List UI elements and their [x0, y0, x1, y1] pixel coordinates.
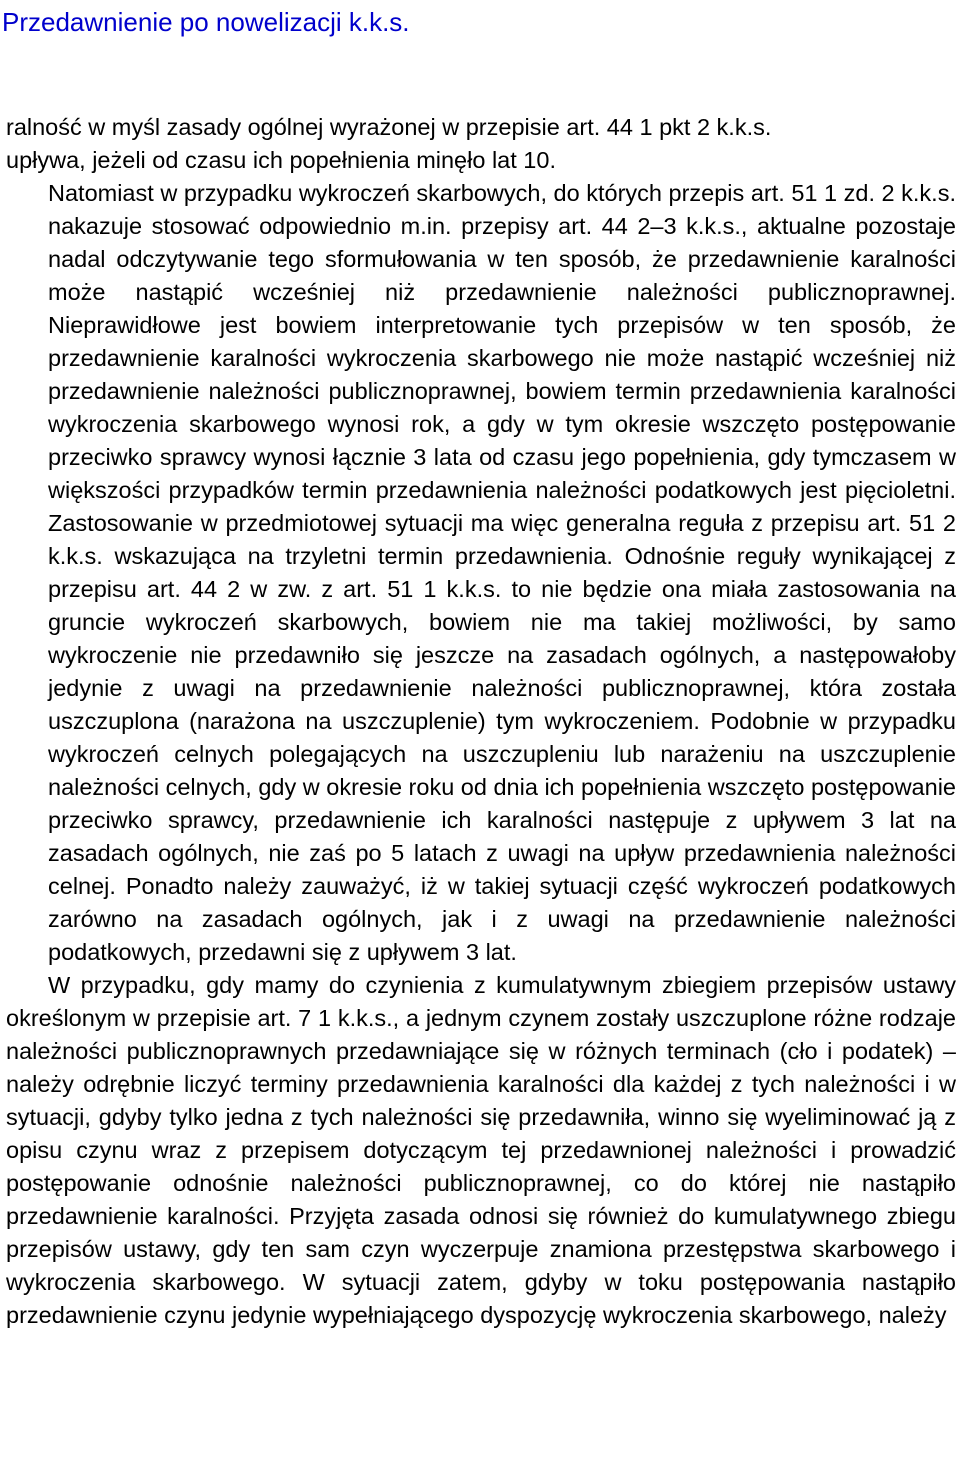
text-line: upływa, jeżeli od czasu ich popełnienia minęło lat 10.	[6, 147, 556, 173]
paragraph-continuation	[6, 111, 956, 177]
text-line: ralność w myśl zasady ogólnej wyrażonej w przepisie art. 44 1 pkt 2 k.k.s.	[6, 114, 772, 140]
document-body	[6, 111, 956, 1332]
paragraph-wykroczenia-skarbowe: Natomiast w przypadku wykroczeń skarbowych, do których przepis art. 51 1 zd. 2 k.k.s. nakazuje stosować odpowiednio m.in. przepisy art. 44 2–3 k.k.s., aktualne pozostaje nadal odczytywanie tego sformułowania w ten sposób, że przedawnienie karalności może nastąpić wcześniej niż przedawnienie należności publicznoprawnej. Nieprawidłowe jest bowiem interpretowanie tych przepisów w ten sposób, że przedawnienie karalności wykroczenia skarbowego nie może nastąpić wcześniej niż przedawnienie należności publicznoprawnej, bowiem termin przedawnienia karalności wykroczenia skarbowego wynosi rok, a gdy w tym okresie wszczęto postępowanie przeciwko sprawcy wynosi łącznie 3 lata od czasu jego popełnienia, gdy tymczasem w większości przypadków termin przedawnienia należności podatkowych jest pięcioletni. Zastosowanie w przedmiotowej sytuacji ma więc generalna reguła z przepisu art. 51 2 k.k.s. wskazująca na trzyletni termin przedawnienia. Odnośnie reguły wynikającej z przepisu art. 44 2 w zw. z art. 51 1 k.k.s. to nie będzie ona miała zastosowania na gruncie wykroczeń skarbowych, bowiem nie ma takiej możliwości, by samo wykroczenie nie przedawniło się jeszcze na zasadach ogólnych, a następowałoby jedynie z uwagi na przedawnienie należności publicznoprawnej, która została uszczuplona (narażona na uszczuplenie) tym wykroczeniem. Podobnie w przypadku wykroczeń celnych polegających na uszczupleniu lub narażeniu na uszczuplenie należności celnych, gdy w okresie roku od dnia ich popełnienia wszczęto postępowanie przeciwko sprawcy, przedawnienie ich karalności następuje z upływem 3 lat na zasadach ogólnych, nie zaś po 5 latach z uwagi na upływ przedawnienia należności celnej. Ponadto należy zauważyć, iż w takiej sytuacji część wykroczeń podatkowych zarówno na zasadach ogólnych, jak i z uwagi na przedawnienie należności podatkowych, przedawni się z upływem 3 lat.	[48, 180, 956, 965]
page-header-title: Przedawnienie po nowelizacji k.k.s.	[2, 7, 410, 37]
paragraph-kumulatywny-zbieg: W przypadku, gdy mamy do czynienia z kumulatywnym zbiegiem przepisów ustawy określonym w przepisie art. 7 1 k.k.s., a jednym czynem zostały uszczuplone różne rodzaje należności publicznoprawnych przedawniające się w różnych terminach (cło i podatek) – należy odrębnie liczyć terminy przedawnienia karalności dla każdej z tych należności i w sytuacji, gdyby tylko jedna z tych należności się przedawniła, winno się wyeliminować ją z opisu czynu wraz z przepisem dotyczącym tej przedawnionej należności i prowadzić postępowanie odnośnie należności publicznoprawnej, co do której nie nastąpiło przedawnienie karalności. Przyjęta zasada odnosi się również do kumulatywnego zbiegu przepisów ustawy, gdy ten sam czyn wyczerpuje znamiona przestępstwa skarbowego i wykroczenia skarbowego. W sytuacji zatem, gdyby w toku postępowania nastąpiło przedawnienie czynu jedynie wypełniającego dyspozycję wykroczenia skarbowego, należy	[6, 972, 956, 1328]
